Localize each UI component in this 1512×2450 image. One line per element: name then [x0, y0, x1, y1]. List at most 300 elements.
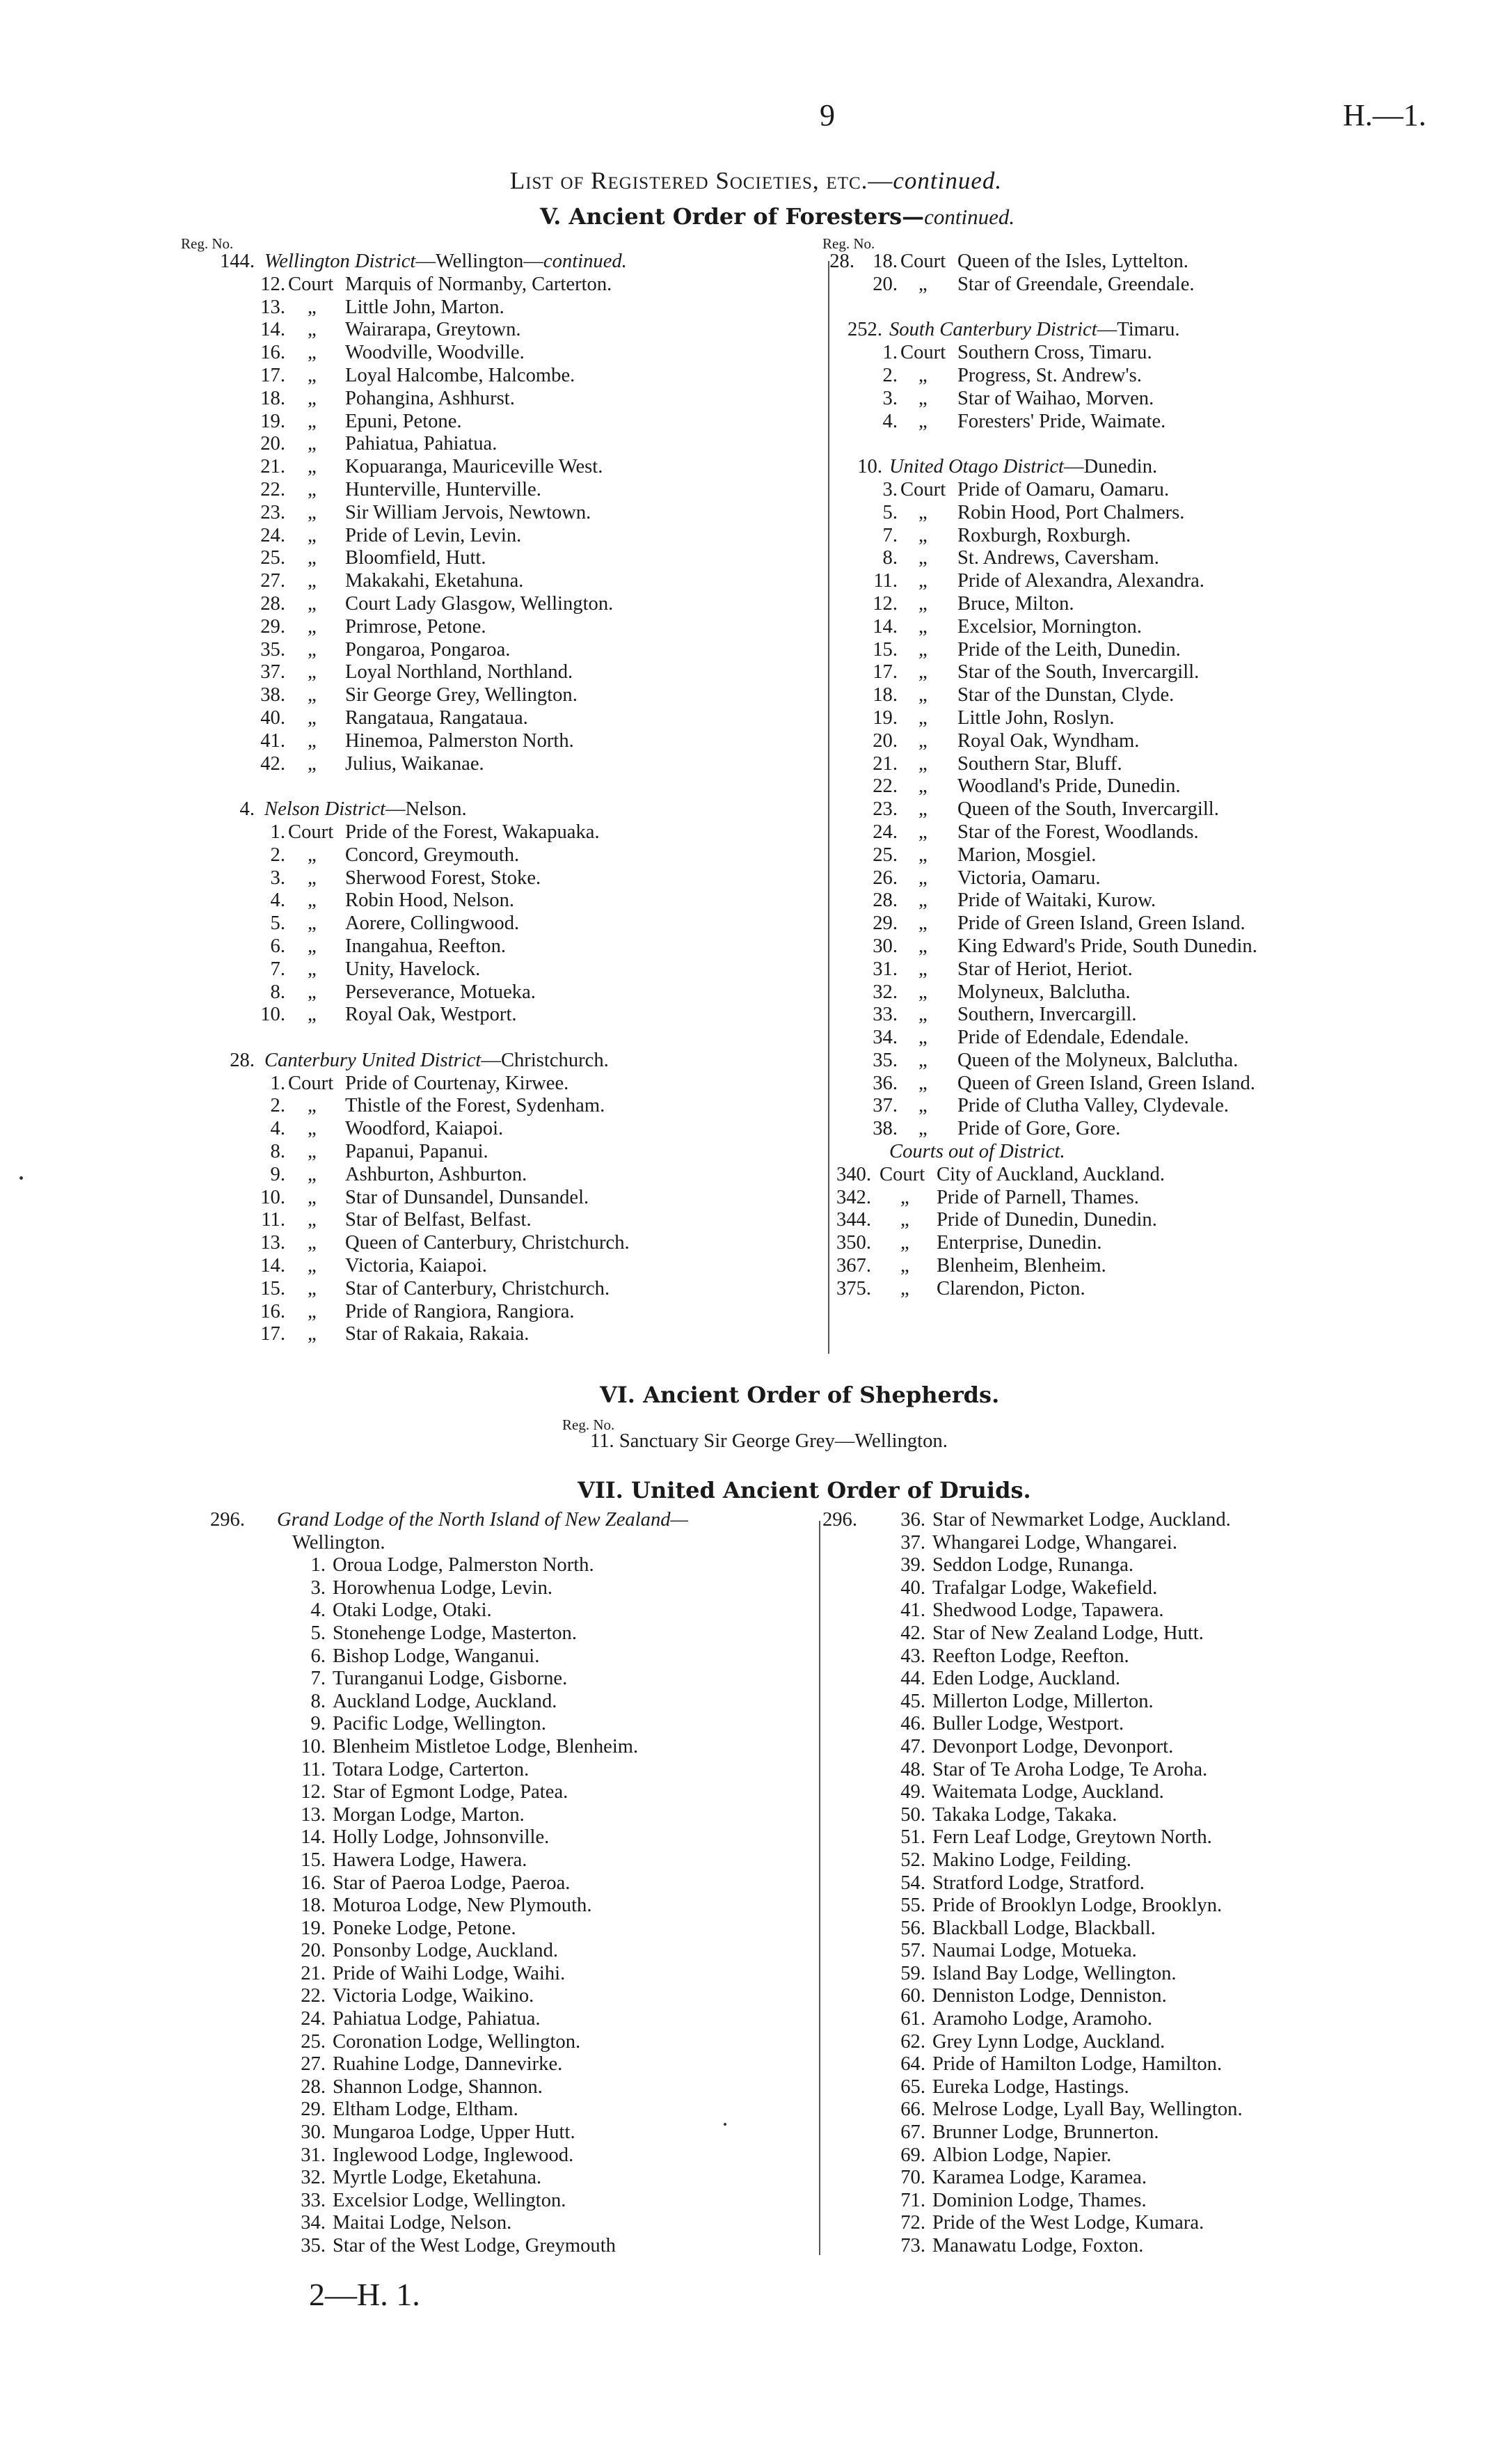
- court-row: [814, 616, 1510, 639]
- court-word: Court: [900, 342, 946, 364]
- document-code: H.—1.: [1343, 98, 1426, 132]
- lodge-name: Star of Te Aroha Lodge, Te Aroha.: [932, 1758, 1208, 1780]
- shepherds-reg-label: Reg. No.: [562, 1416, 615, 1433]
- ditto-mark: „: [308, 1095, 317, 1117]
- ditto-mark: „: [308, 456, 317, 478]
- lodge-number: 36.: [900, 1509, 925, 1531]
- lodge-row: [209, 1645, 821, 1668]
- subheading-row: [814, 1141, 1510, 1164]
- lodge-name: Holly Lodge, Johnsonville.: [333, 1826, 550, 1849]
- court-row: [814, 411, 1510, 434]
- district-row: [209, 251, 751, 274]
- court-number: 1.: [270, 1072, 285, 1094]
- court-row: [209, 456, 751, 479]
- foresters-left-column: [181, 235, 751, 1346]
- court-row: [814, 639, 1510, 662]
- ditto-mark: „: [918, 1049, 928, 1071]
- lodge-row: [209, 1918, 821, 1941]
- lodge-name: Stratford Lodge, Stratford.: [932, 1872, 1145, 1894]
- court-row: [209, 502, 751, 525]
- lodge-number: 54.: [900, 1872, 925, 1894]
- court-row: [814, 1278, 1510, 1301]
- lodge-name: Ponsonby Lodge, Auckland.: [333, 1940, 559, 1962]
- court-number: 14.: [873, 615, 898, 638]
- court-row: [814, 251, 1510, 274]
- lodge-name: Ruahine Lodge, Dannevirke.: [333, 2053, 563, 2076]
- ditto-mark: „: [308, 410, 317, 432]
- court-name: Robin Hood, Nelson.: [345, 890, 515, 912]
- foresters-heading-text: V. Ancient Order of Foresters—: [540, 203, 925, 230]
- lodge-number: 30.: [301, 2121, 326, 2144]
- court-name: Ashburton, Ashburton.: [345, 1163, 527, 1185]
- court-number: 38.: [873, 1118, 898, 1140]
- court-name: Pride of Courtenay, Kirwee.: [345, 1072, 569, 1094]
- court-name: St. Andrews, Caversham.: [957, 547, 1159, 569]
- court-number: 8.: [270, 981, 285, 1003]
- lodge-number: 19.: [301, 1917, 326, 1939]
- lodge-row: [828, 2008, 1510, 2031]
- ditto-mark: „: [308, 547, 317, 569]
- ditto-mark: „: [308, 1232, 317, 1254]
- lodge-number: 34.: [301, 2212, 326, 2234]
- district-title: [889, 456, 1157, 479]
- court-number: 19.: [873, 706, 898, 729]
- reg-number: 375.: [836, 1277, 871, 1299]
- court-name: Bloomfield, Hutt.: [345, 547, 486, 569]
- ditto-mark: „: [918, 410, 928, 432]
- court-row: [209, 570, 751, 593]
- court-row: [209, 1118, 751, 1141]
- court-row: [814, 365, 1510, 388]
- court-number: 6.: [270, 935, 285, 957]
- ditto-mark: „: [918, 706, 928, 729]
- court-number: 16.: [260, 342, 285, 364]
- district-title: [264, 251, 627, 274]
- court-number: 32.: [873, 981, 898, 1003]
- court-name: Pride of Levin, Levin.: [345, 524, 522, 546]
- court-number: 22.: [260, 478, 285, 500]
- lodge-name: Trafalgar Lodge, Wakefield.: [932, 1576, 1158, 1599]
- court-name: Pride of Waitaki, Kurow.: [957, 890, 1156, 912]
- district-name: South Canterbury District: [889, 319, 1097, 341]
- court-name: Victoria, Oamaru.: [957, 867, 1101, 889]
- lodge-name: Bishop Lodge, Wanganui.: [333, 1645, 540, 1667]
- court-row: [814, 684, 1510, 707]
- court-row: [814, 1209, 1510, 1232]
- court-name: Star of Dunsandel, Dunsandel.: [345, 1186, 589, 1208]
- court-name: Southern Star, Bluff.: [957, 752, 1122, 775]
- court-number: 15.: [260, 1277, 285, 1299]
- court-number: 30.: [873, 935, 898, 957]
- lodge-row: [828, 2076, 1510, 2099]
- lodge-number: 42.: [900, 1622, 925, 1644]
- district-title: [264, 1050, 609, 1073]
- lodge-row: [209, 1599, 821, 1622]
- spacer: [814, 433, 1510, 456]
- ditto-mark: „: [918, 1095, 928, 1117]
- court-number: 8.: [270, 1141, 285, 1163]
- lodge-name: Star of Paeroa Lodge, Paeroa.: [333, 1872, 571, 1894]
- lodge-number: 14.: [301, 1826, 326, 1849]
- court-name: Hinemoa, Palmerston North.: [345, 729, 574, 752]
- court-number: 13.: [260, 1232, 285, 1254]
- lodge-row: [209, 1713, 821, 1736]
- lodge-number: 43.: [900, 1645, 925, 1667]
- lodge-number: 39.: [900, 1554, 925, 1576]
- reg-no-label: Reg. No.: [822, 235, 875, 252]
- lodge-name: Hawera Lodge, Hawera.: [333, 1849, 527, 1871]
- court-name: Star of Greendale, Greendale.: [957, 273, 1195, 295]
- lodge-name: Melrose Lodge, Lyall Bay, Wellington.: [932, 2099, 1243, 2121]
- lodge-name: Shedwood Lodge, Tapawera.: [932, 1599, 1164, 1622]
- reg-number: 296.: [209, 1509, 245, 1531]
- court-name: Royal Oak, Westport.: [345, 1004, 517, 1026]
- ditto-mark: „: [918, 821, 928, 843]
- lodge-row: [209, 2190, 821, 2213]
- lodge-name: Blenheim Mistletoe Lodge, Blenheim.: [333, 1735, 639, 1757]
- lodge-name: Horowhenua Lodge, Levin.: [333, 1576, 553, 1599]
- court-number: 34.: [873, 1027, 898, 1049]
- lodge-row: [828, 1645, 1510, 1668]
- court-row: [814, 525, 1510, 548]
- ditto-mark: „: [308, 1209, 317, 1231]
- lodge-name: Oroua Lodge, Palmerston North.: [333, 1554, 594, 1576]
- lodge-name: Blackball Lodge, Blackball.: [932, 1917, 1156, 1939]
- lodge-row: [828, 2144, 1510, 2167]
- court-number: 7.: [882, 524, 898, 546]
- lodge-name: Star of Egmont Lodge, Patea.: [333, 1781, 568, 1803]
- lodge-row: [209, 2121, 821, 2144]
- lodge-name: Totara Lodge, Carterton.: [333, 1758, 530, 1780]
- lodge-number: 11.: [301, 1758, 326, 1780]
- spacer: [814, 297, 1510, 319]
- court-row: [814, 1073, 1510, 1096]
- court-row: [814, 935, 1510, 958]
- court-number: 15.: [873, 638, 898, 661]
- lodge-name: Whangarei Lodge, Whangarei.: [932, 1531, 1177, 1554]
- court-number: 25.: [260, 547, 285, 569]
- list-title: [0, 167, 1512, 195]
- ditto-mark: „: [918, 1072, 928, 1094]
- court-row: [209, 981, 751, 1004]
- court-row: [209, 1301, 751, 1324]
- lodge-name: Poneke Lodge, Petone.: [333, 1917, 516, 1939]
- court-name: Aorere, Collingwood.: [345, 912, 520, 935]
- court-row: [209, 639, 751, 662]
- court-row: [814, 1187, 1510, 1210]
- court-name: Pride of Clutha Valley, Clydevale.: [957, 1095, 1229, 1117]
- lodge-row: [828, 2053, 1510, 2076]
- reg-number: 252.: [847, 319, 882, 341]
- court-name: Unity, Havelock.: [345, 958, 481, 980]
- court-name: Rangataua, Rangataua.: [345, 706, 528, 729]
- district-town: —Christchurch.: [481, 1049, 609, 1071]
- ditto-mark: „: [308, 296, 317, 318]
- ditto-mark: „: [308, 1004, 317, 1026]
- foresters-heading-continued: continued.: [924, 205, 1015, 229]
- ditto-mark: „: [918, 501, 928, 523]
- ditto-mark: „: [308, 867, 317, 889]
- court-row: [814, 844, 1510, 867]
- district-town: —Dunedin.: [1063, 456, 1158, 478]
- court-name: Pride of Rangiora, Rangiora.: [345, 1300, 575, 1322]
- ditto-mark: „: [900, 1232, 909, 1254]
- druids-heading: VII. United Ancient Order of Druids.: [578, 1477, 1031, 1503]
- court-row: [209, 730, 751, 753]
- court-name: Primrose, Petone.: [345, 615, 486, 638]
- court-name: Bruce, Milton.: [957, 592, 1074, 615]
- ditto-mark: „: [308, 661, 317, 683]
- lodge-name: Fern Leaf Lodge, Greytown North.: [932, 1826, 1212, 1849]
- court-number: 16.: [260, 1300, 285, 1322]
- court-row: [209, 1187, 751, 1210]
- district-row: [814, 456, 1510, 479]
- lodge-row: [828, 1804, 1510, 1827]
- lodge-row: [209, 2235, 821, 2258]
- court-row: [814, 981, 1510, 1004]
- lodge-name: Pride of Waihi Lodge, Waihi.: [333, 1962, 566, 1984]
- court-row: [209, 433, 751, 456]
- lodge-name: Eden Lodge, Auckland.: [932, 1668, 1120, 1690]
- ditto-mark: „: [308, 1255, 317, 1277]
- court-row: [814, 798, 1510, 821]
- lodge-name: Takaka Lodge, Takaka.: [932, 1803, 1117, 1826]
- lodge-number: 69.: [900, 2144, 925, 2166]
- court-name: Hunterville, Hunterville.: [345, 478, 541, 500]
- court-word: Court: [288, 1072, 334, 1094]
- lodge-number: 22.: [301, 1985, 326, 2007]
- court-name: Pongaroa, Pongaroa.: [345, 638, 511, 661]
- ditto-mark: „: [308, 501, 317, 523]
- foresters-heading: [540, 203, 1014, 230]
- court-number: 3.: [882, 478, 898, 500]
- lodge-number: 20.: [301, 1940, 326, 1962]
- court-name: Pride of Gore, Gore.: [957, 1118, 1121, 1140]
- court-row: [814, 958, 1510, 981]
- lodge-name: Grey Lynn Lodge, Auckland.: [932, 2030, 1165, 2053]
- lodge-number: 6.: [310, 1645, 326, 1667]
- court-row: [814, 388, 1510, 411]
- court-number: 21.: [260, 456, 285, 478]
- ditto-mark: „: [918, 273, 928, 295]
- court-name: Julius, Waikanae.: [345, 752, 484, 775]
- court-row: [814, 707, 1510, 730]
- lodge-row: [209, 1691, 821, 1714]
- court-number: 3.: [882, 387, 898, 409]
- court-name: Victoria, Kaiapoi.: [345, 1255, 487, 1277]
- ditto-mark: „: [900, 1277, 909, 1299]
- lodge-name: Auckland Lodge, Auckland.: [333, 1690, 557, 1712]
- ditto-mark: „: [308, 478, 317, 500]
- lodge-name: Makino Lodge, Feilding.: [932, 1849, 1131, 1871]
- court-row: [209, 274, 751, 297]
- lodge-number: 59.: [900, 1962, 925, 1984]
- lodge-number: 33.: [301, 2189, 326, 2211]
- court-number: 10.: [260, 1186, 285, 1208]
- court-row: [814, 730, 1510, 753]
- lodge-number: 56.: [900, 1917, 925, 1939]
- grand-lodge-row: [209, 1509, 821, 1532]
- print-speck: [724, 2123, 726, 2126]
- lodge-row: [209, 1826, 821, 1849]
- ditto-mark: „: [918, 638, 928, 661]
- reg-number: 342.: [836, 1186, 871, 1208]
- lodge-name: Morgan Lodge, Marton.: [333, 1803, 525, 1826]
- court-number: 18.: [873, 251, 898, 272]
- lodge-number: 61.: [900, 2008, 925, 2030]
- lodge-name: Myrtle Lodge, Eketahuna.: [333, 2167, 542, 2189]
- district-town: —Wellington—: [415, 251, 543, 272]
- court-number: 28.: [260, 592, 285, 615]
- court-name: Concord, Greymouth.: [345, 844, 520, 866]
- lodge-name: Pride of Hamilton Lodge, Hamilton.: [932, 2053, 1223, 2076]
- court-row: [209, 1073, 751, 1096]
- court-number: 20.: [873, 273, 898, 295]
- ditto-mark: „: [918, 592, 928, 615]
- court-name: Court Lady Glasgow, Wellington.: [345, 592, 614, 615]
- druids-left-column: [209, 1509, 821, 2258]
- court-name: Queen of the South, Invercargill.: [957, 798, 1219, 821]
- lodge-row: [209, 1577, 821, 1600]
- court-name: Sir William Jervois, Newtown.: [345, 501, 591, 523]
- courts-out-of-district: Courts out of District.: [889, 1141, 1065, 1163]
- court-name: Marion, Mosgiel.: [957, 844, 1097, 866]
- lodge-number: 31.: [301, 2144, 326, 2166]
- lodge-number: 3.: [310, 1576, 326, 1599]
- court-number: 17.: [260, 364, 285, 386]
- lodge-row: [828, 1963, 1510, 1986]
- ditto-mark: „: [308, 319, 317, 341]
- foresters-right-column: [814, 237, 1510, 1301]
- court-row: [209, 319, 751, 342]
- ditto-mark: „: [308, 1163, 317, 1185]
- lodge-name: Millerton Lodge, Millerton.: [932, 1690, 1154, 1712]
- court-name: Pahiatua, Pahiatua.: [345, 433, 498, 455]
- ditto-mark: „: [918, 1118, 928, 1140]
- court-row: [209, 388, 751, 411]
- court-row: [209, 1278, 751, 1301]
- court-row: [814, 821, 1510, 844]
- lodge-row: [828, 1826, 1510, 1849]
- district-title: [889, 319, 1180, 342]
- lodge-row: [209, 2212, 821, 2235]
- ditto-mark: „: [308, 890, 317, 912]
- court-number: 4.: [882, 410, 898, 432]
- court-number: 17.: [260, 1323, 285, 1345]
- lodge-row: [828, 1532, 1510, 1555]
- court-row: [814, 593, 1510, 616]
- court-row: [814, 274, 1510, 297]
- court-name: Robin Hood, Port Chalmers.: [957, 501, 1185, 523]
- court-row: [814, 753, 1510, 776]
- court-row: [209, 912, 751, 935]
- grand-lodge-name: Grand Lodge of the North Island of New Zealand—: [277, 1509, 688, 1531]
- lodge-number: 52.: [900, 1849, 925, 1871]
- court-row: [814, 502, 1510, 525]
- court-number: 12.: [260, 273, 285, 295]
- page-number: 9: [820, 98, 835, 132]
- lodge-name: Star of New Zealand Lodge, Hutt.: [932, 1622, 1204, 1644]
- ditto-mark: „: [918, 570, 928, 592]
- lodge-name: Maitai Lodge, Nelson.: [333, 2212, 512, 2234]
- ditto-mark: „: [308, 1118, 317, 1140]
- lodge-row: [209, 1985, 821, 2008]
- list-title-main: List of Registered Societies, etc.—: [509, 167, 893, 194]
- court-number: 22.: [873, 775, 898, 798]
- court-number: 42.: [260, 752, 285, 775]
- court-row: [209, 1255, 751, 1278]
- court-row: [209, 479, 751, 502]
- court-name: Pride of the Leith, Dunedin.: [957, 638, 1181, 661]
- district-row: [209, 1050, 751, 1073]
- ditto-mark: „: [918, 798, 928, 821]
- court-row: [814, 1118, 1510, 1141]
- lodge-row: [209, 1622, 821, 1645]
- lodge-name: Buller Lodge, Westport.: [932, 1713, 1124, 1735]
- court-row: [814, 661, 1510, 684]
- ditto-mark: „: [900, 1255, 909, 1277]
- ditto-mark: „: [308, 364, 317, 386]
- court-number: 7.: [270, 958, 285, 980]
- lodge-row: [209, 2008, 821, 2031]
- lodge-row: [828, 2167, 1510, 2190]
- lodge-row: [209, 1554, 821, 1577]
- lodge-row: [828, 2235, 1510, 2258]
- court-name: Pride of Oamaru, Oamaru.: [957, 478, 1170, 500]
- court-number: 3.: [270, 867, 285, 889]
- lodge-name: Karamea Lodge, Karamea.: [932, 2167, 1147, 2189]
- court-name: Star of the South, Invercargill.: [957, 661, 1200, 683]
- court-number: 29.: [260, 615, 285, 638]
- lodge-number: 71.: [900, 2189, 925, 2211]
- reg-number: 28.: [829, 251, 854, 272]
- court-name: Epuni, Petone.: [345, 410, 462, 432]
- court-number: 37.: [873, 1095, 898, 1117]
- court-number: 36.: [873, 1072, 898, 1094]
- lodge-number: 55.: [900, 1895, 925, 1917]
- lodge-row: [828, 1872, 1510, 1895]
- ditto-mark: „: [308, 684, 317, 706]
- court-row: [209, 661, 751, 684]
- district-row: [209, 798, 751, 821]
- lodge-number: 57.: [900, 1940, 925, 1962]
- court-row: [209, 365, 751, 388]
- court-word: Court: [288, 821, 334, 843]
- court-number: 18.: [873, 684, 898, 706]
- lodge-row: [828, 1918, 1510, 1941]
- district-name: Canterbury United District: [264, 1049, 482, 1071]
- court-name: Star of the Dunstan, Clyde.: [957, 684, 1175, 706]
- court-name: Pohangina, Ashhurst.: [345, 387, 515, 409]
- reg-number: 344.: [836, 1209, 871, 1231]
- lodge-row: [209, 1668, 821, 1691]
- court-name: Wairarapa, Greytown.: [345, 319, 521, 341]
- lodge-row: [209, 1736, 821, 1759]
- court-name: Pride of Parnell, Thames.: [937, 1186, 1139, 1208]
- footer-signature: 2—H. 1.: [309, 2277, 420, 2312]
- ditto-mark: „: [308, 524, 317, 546]
- ditto-mark: „: [918, 524, 928, 546]
- court-number: 10.: [260, 1004, 285, 1026]
- court-name: Inangahua, Reefton.: [345, 935, 507, 957]
- lodge-number: 8.: [310, 1690, 326, 1712]
- lodge-row: [828, 1895, 1510, 1918]
- lodge-number: 67.: [900, 2121, 925, 2144]
- ditto-mark: „: [918, 547, 928, 569]
- reg-number: 144.: [219, 251, 255, 272]
- lodge-number: 35.: [301, 2235, 326, 2257]
- court-number: 17.: [873, 661, 898, 683]
